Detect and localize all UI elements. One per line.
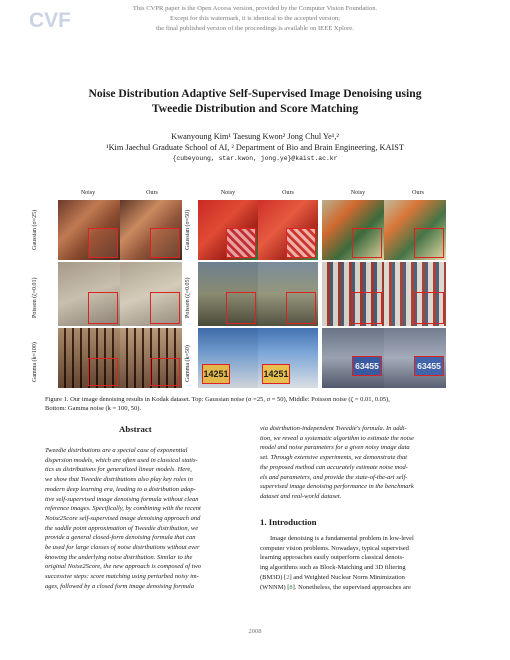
zoom-crop-box xyxy=(414,228,444,258)
col-header-ours: Ours xyxy=(282,190,294,196)
introduction-heading: 1. Introduction xyxy=(260,517,317,527)
abstract-line: set. Through extensive experiments, we demonstrate that xyxy=(260,454,408,462)
sign-crop-ours: 14251 xyxy=(262,364,290,384)
paper-title xyxy=(40,86,470,116)
caption-line: Figure 1. Our image denoising results in Kodak dataset. Top: Gaussian noise (σ =25, σ = 50), Middle: Poisson noise (ζ = 0.01, 0.05), xyxy=(45,396,390,403)
abstract-line: the saddle point approximation of Tweedie distribution, we xyxy=(45,524,199,532)
intro-text: ]. Nonetheless, the supervised approaches are xyxy=(292,583,411,591)
abstract-line: be used for large classes of noise distributions without ever xyxy=(45,544,200,552)
zoom-crop-box xyxy=(226,228,256,258)
author-block xyxy=(40,131,470,153)
zoom-crop-box xyxy=(88,228,118,258)
abstract-line: model and noise parameters for a given noisy image data xyxy=(260,444,410,452)
sign-crop-noisy: 14251 xyxy=(202,364,230,384)
affiliations: ¹Kim Jaechul Graduate School of AI, ² Department of Bio and Brain Engineering, KAIST xyxy=(106,143,404,152)
citation-link[interactable]: 2 xyxy=(286,573,290,581)
plate-crop-ours: 63455 xyxy=(414,356,444,376)
zoom-crop-box xyxy=(286,228,316,258)
intro-line xyxy=(260,583,475,593)
intro-text: (WNNM) [ xyxy=(260,583,290,591)
col-header-noisy: Noisy xyxy=(220,190,236,196)
col-header-noisy: Noisy xyxy=(350,190,366,196)
abstract-line: ages, followed by a closed form image denoising formula xyxy=(45,582,194,590)
page-number: 2008 xyxy=(248,628,262,635)
zoom-crop-box xyxy=(88,292,118,324)
row-label: Gamma (k=100) xyxy=(32,342,38,382)
row-label: Gaussian (σ=50) xyxy=(185,209,191,250)
figure-caption xyxy=(45,395,475,414)
row-label: Gaussian (σ=25) xyxy=(32,209,38,250)
abstract-line: successive steps: score matching using perturbed noisy im- xyxy=(45,573,199,581)
plate-crop-noisy: 63455 xyxy=(352,356,382,376)
row-label: Poisson (ζ=0.01) xyxy=(32,277,38,318)
intro-line: computer vision problems. Nowadays, typical supervised xyxy=(260,544,409,552)
intro-text: (BM3D) [ xyxy=(260,573,287,581)
zoom-crop-box xyxy=(88,358,118,386)
author-names: Kwanyoung Kim¹ Taesung Kwon² Jong Chul Ye¹,² xyxy=(171,132,339,141)
zoom-crop-box xyxy=(150,358,180,386)
abstract-line: reference images. Specifically, by combining with the recent xyxy=(45,505,201,513)
row-label: Poisson (ζ=0.05) xyxy=(185,277,191,318)
zoom-crop-box xyxy=(352,292,382,324)
abstract-line: provide a general closed-form denoising formula that can xyxy=(45,534,196,542)
abstract-line: Tweedie distributions are a special case of exponential xyxy=(45,447,188,454)
zoom-crop-box xyxy=(352,228,382,258)
abstract-line: els and parameters, and provide the state-of-the-art self- xyxy=(260,473,408,481)
zoom-crop-box xyxy=(150,292,180,324)
author-emails: {cubeyoung, star.kwon, jong.ye}@kaist.ac.kr xyxy=(172,155,338,162)
zoom-crop-box xyxy=(150,228,180,258)
watermark-line: This CVPR paper is the Open Access version, provided by the Computer Vision Foundation. xyxy=(132,5,378,12)
title-line: Tweedie Distribution and Score Matching xyxy=(151,102,359,115)
abstract-line: dispersion models, which are often used in classical statis- xyxy=(45,456,198,464)
figure-1 xyxy=(30,188,480,390)
col-header-ours: Ours xyxy=(412,190,424,196)
row-label: Gamma (k=50) xyxy=(185,345,191,382)
watermark-line: the final published version of the proceedings is available on IEEE Xplore. xyxy=(156,25,354,32)
col-header-ours: Ours xyxy=(146,190,158,196)
intro-line: learning approaches easily outperform classical denois- xyxy=(260,554,405,562)
zoom-crop-box xyxy=(226,292,256,324)
abstract-line: tive self-supervised image denoising formula without clean xyxy=(45,495,199,503)
intro-line xyxy=(260,573,475,583)
abstract-line: tion, we reveal a systematic algorithm to estimate the noise xyxy=(260,434,414,442)
abstract-line: modern deep learning era, leading to a distribution adap- xyxy=(45,485,196,493)
abstract-line: Noise2Score self-supervised image denoising approach and xyxy=(45,514,201,522)
abstract-line: supervised image denoising performance in the benchmark xyxy=(260,483,414,491)
introduction-body xyxy=(260,534,475,592)
svg-text:CVF: CVF xyxy=(29,9,70,32)
abstract-line: tics as distributions for generalized linear models. Here, xyxy=(45,466,192,474)
zoom-crop-box xyxy=(286,292,316,324)
intro-line: ing algorithms such as Block-Matching and 3D filtering xyxy=(260,564,406,572)
citation-link[interactable]: 8 xyxy=(289,583,293,591)
abstract-heading: Abstract xyxy=(119,424,152,434)
col-header-noisy: Noisy xyxy=(80,190,96,196)
abstract-line: knowing the underlying noise distribution. Similar to the xyxy=(45,553,193,561)
caption-line: Bottom: Gamma noise (k = 100, 50). xyxy=(45,405,142,413)
abstract-left-column xyxy=(45,446,255,592)
watermark-line: Except for this watermark, it is identical to the accepted version; xyxy=(169,15,341,22)
abstract-line: original Noise2Score, the new approach is composed of two xyxy=(45,563,202,571)
abstract-line: via distribution-independent Tweedie's formula. In addi- xyxy=(260,425,407,432)
open-access-watermark xyxy=(120,4,390,34)
intro-line: Image denoising is a fundamental problem in low-level xyxy=(270,535,414,542)
abstract-line: dataset and real-world dataset. xyxy=(260,492,342,500)
intro-text: ] and Weighted Nuclear Norm Minimization xyxy=(289,573,405,581)
zoom-crop-box xyxy=(414,292,444,324)
abstract-right-column xyxy=(260,424,475,502)
title-line: Noise Distribution Adaptive Self-Supervised Image Denoising using xyxy=(88,87,422,100)
abstract-line: we show that Tweedie distributions also play key roles in xyxy=(45,476,193,484)
abstract-line: the proposed method can accurately estimate noise mod- xyxy=(260,463,408,471)
cvf-logo xyxy=(28,6,70,32)
